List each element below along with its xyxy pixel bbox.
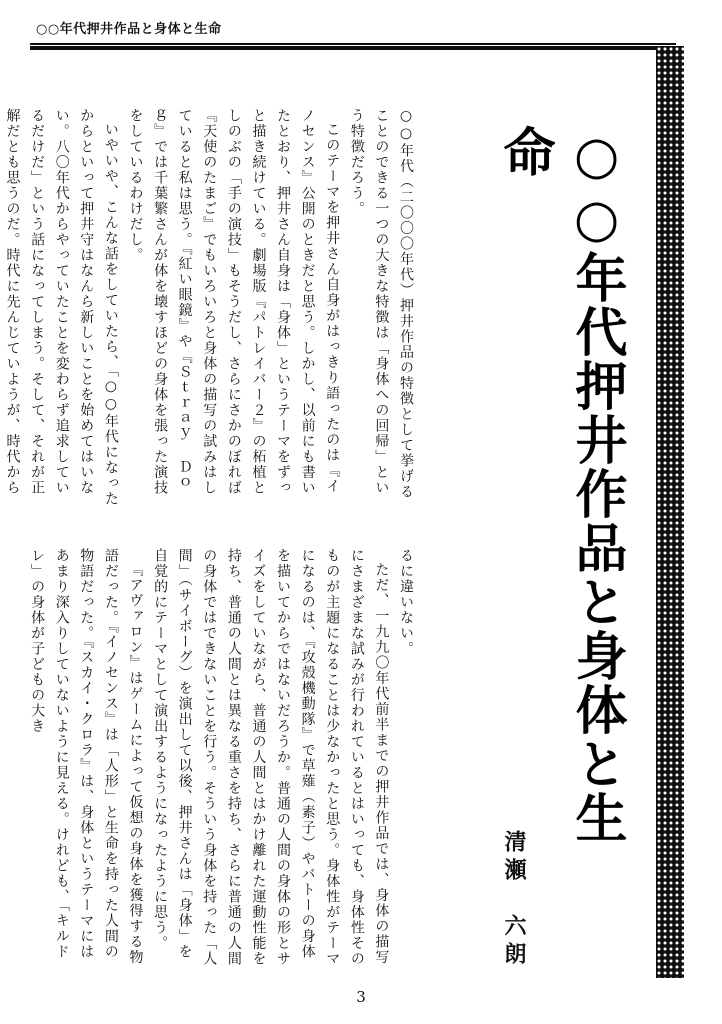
header-rule (30, 43, 676, 45)
paragraph: るに違いない。 (398, 548, 414, 657)
article-title: ○○年代押井作品と身体と生命 (494, 125, 627, 845)
paragraph: このテーマを押井さん自身がはっきり語ったのは『イノセンス』公開のときだと思う。しかし、以前にも書いたとおり、押井さん自身は「身体」というテーマをずっと描き続けている。劇場版『パトレイバー２』の柘植としのぶの「手の演技」もそうだし、さらにさかのぼれば『天使のたまご』でもいろいろと身体の描写の試みはしていると私は思う。『紅い眼鏡』や『Ｓｔｒａｙ Ｄｏｇ』では千葉繁さんが体を壊すほどの身体を張った演技をしているわけだし。 (127, 108, 341, 496)
body-column-lower (29, 548, 418, 968)
paragraph: ただ、一九九〇年代前半までの押井作品では、身体の描写にさまざまな試みが行われているとはいっても、身体性そのものが主題になることは少なかったと思う。身体性がテーマになるのは、『攻殻機動隊』で草薙（素子）やバトーの身体を描いてからではないだろうか。普通の人間の身体の形とサイズをしていながら、普通の人間とはかけ離れた運動性能を持ち、普通の人間とは異なる重さを持ち、さらに普通の人間の身体ではできないことを行う。そういう身体を持った「人間」（サイボーグ）を演出して以後、押井さんは「身体」を自覚的にテーマとして演出するようになったように思う。 (152, 548, 390, 967)
title-frame-top-border (30, 46, 676, 50)
paragraph: いやいや、こんな話をしていたら、「○○年代になったからといって押井守はなんら新しいことを始めてはいない。八〇年代からやっていたことを変わらず追求しているだけだ」という話になってしまう。そして、それが正解だとも思うのだ。時代に先んじていようが、時代から (4, 108, 119, 507)
paragraph: ○○年代（二〇〇〇年代）押井作品の特徴として挙げることのできる一つの大きな特徴は「身体への回帰」という特徴だろう。 (348, 108, 414, 500)
body-column-upper (4, 108, 418, 508)
page-number: 3 (356, 988, 366, 1006)
paragraph: 『アヴァロン』はゲームによって仮想の身体を獲得する物語だった。『イノセンス』は「人形」と生命を持った人間の物語だった。『スカイ・クロラ』は、身体というテーマにはあまり深入りしていないように見える。けれども、「キルドレ」の身体が子どもの大き (29, 548, 144, 965)
running-head: ○○年代押井作品と身体と生命 (36, 22, 222, 37)
author-name: 清瀬 六朗 (501, 830, 527, 970)
dotted-decorative-band (656, 46, 684, 978)
